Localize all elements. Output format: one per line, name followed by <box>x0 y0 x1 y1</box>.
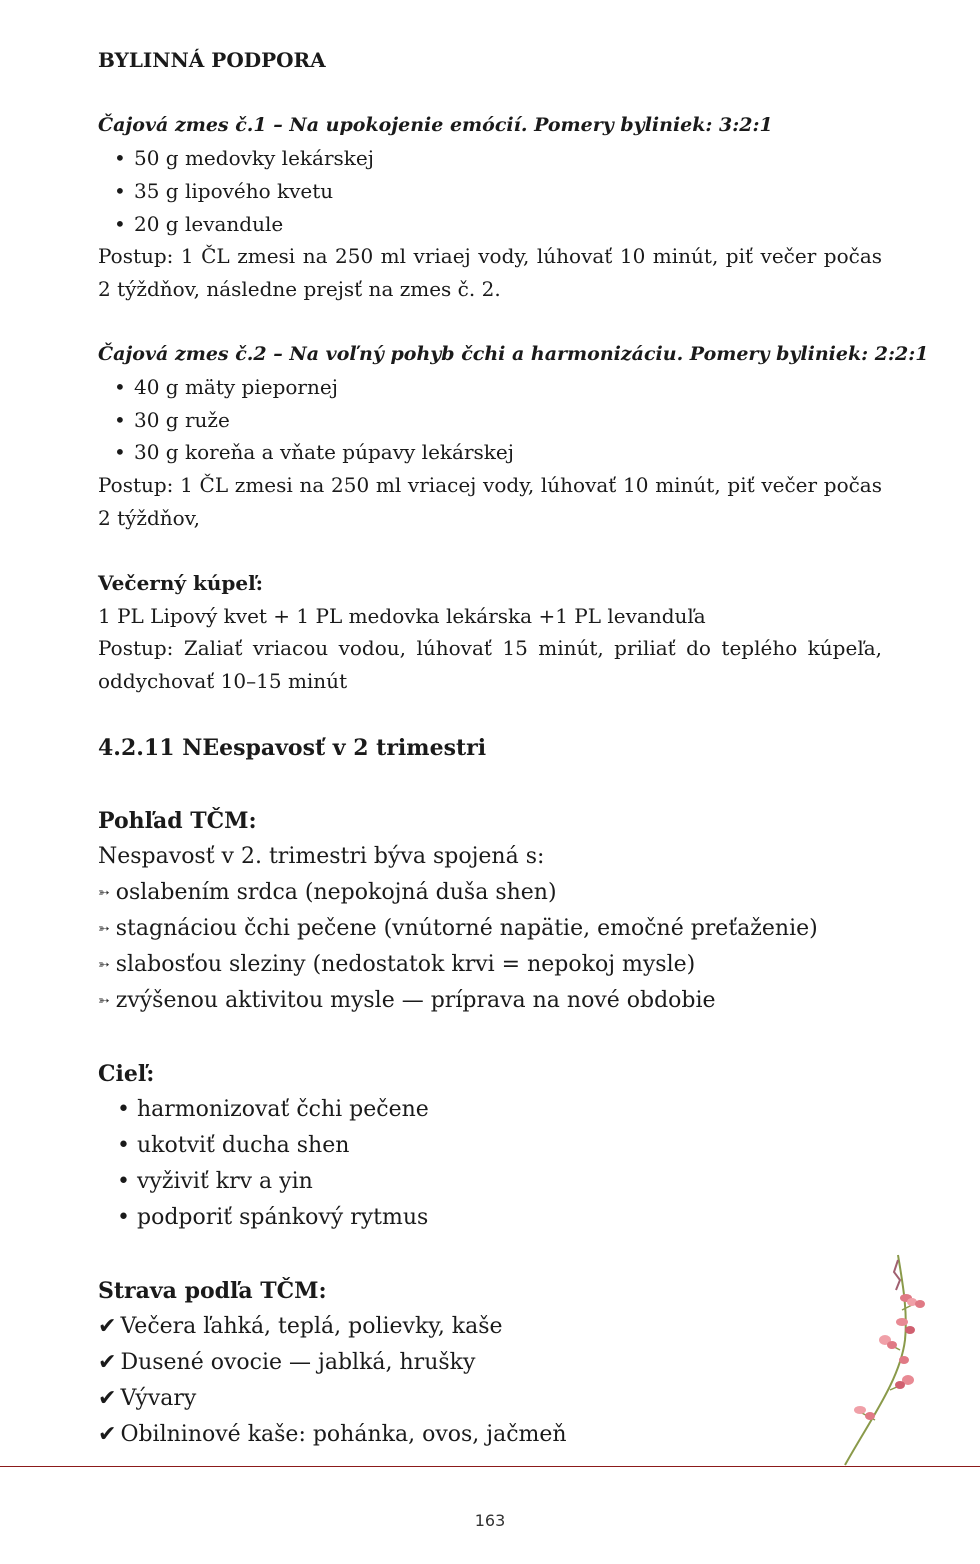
list-item: ➳ slabosťou sleziny (nedostatok krvi = nepokoj mysle) <box>98 952 696 977</box>
check-mark-icon: ✔ <box>98 1314 117 1339</box>
list-item: ✔ Večera ľahká, teplá, polievky, kaše <box>98 1314 503 1339</box>
list-item: ✔ Obilninové kaše: pohánka, ovos, jačmeň <box>98 1422 567 1447</box>
section-title: BYLINNÁ PODPORA <box>98 48 326 72</box>
list-item: • harmonizovať čchi pečene <box>137 1097 429 1122</box>
tea1-heading: Čajová zmes č.1 – Na upokojenie emócií. Pomery byliniek: 3:2:1 <box>98 114 773 136</box>
list-item: • 50 g medovky lekárskej <box>134 146 374 170</box>
bath-heading: Večerný kúpeľ: <box>98 571 264 595</box>
arrow-bullet-icon: ➳ <box>98 957 110 973</box>
diet-heading: Strava podľa TČM: <box>98 1278 327 1304</box>
check-mark-icon: ✔ <box>98 1386 117 1411</box>
list-item: • 30 g ruže <box>134 408 230 432</box>
tcm-view-heading: Pohľad TČM: <box>98 808 257 834</box>
check-mark-icon: ✔ <box>98 1350 117 1375</box>
tea1-procedure: Postup: 1 ČL zmesi na 250 ml vriaej vody, lúhovať 10 minút, piť večer počas 2 týždňov, následne prejsť na zmes č. 2. <box>98 244 882 301</box>
list-item: • vyživiť krv a yin <box>137 1169 313 1194</box>
arrow-bullet-icon: ➳ <box>98 921 110 937</box>
tea2-procedure: Postup: 1 ČL zmesi na 250 ml vriacej vody, lúhovať 10 minút, piť večer počas 2 týždňov, <box>98 473 882 530</box>
list-item: • 35 g lipového kvetu <box>134 179 333 203</box>
tcm-view-intro: Nespavosť v 2. trimestri býva spojená s: <box>98 844 545 869</box>
list-item: • 40 g mäty piepornej <box>134 375 338 399</box>
arrow-bullet-icon: ➳ <box>98 885 110 901</box>
flower-sprig-icon <box>830 1250 930 1470</box>
chapter-title: 4.2.11 NEespavosť v 2 trimestri <box>98 735 487 761</box>
list-item: ✔ Dusené ovocie — jablká, hrušky <box>98 1350 476 1375</box>
list-item: ➳ stagnáciou čchi pečene (vnútorné napätie, emočné preťaženie) <box>98 916 818 941</box>
arrow-bullet-icon: ➳ <box>98 993 110 1009</box>
list-item: ➳ oslabením srdca (nepokojná duša shen) <box>98 880 557 905</box>
list-item: • 30 g koreňa a vňate púpavy lekárskej <box>134 440 514 464</box>
page-number: 163 <box>474 1511 506 1530</box>
list-item: ✔ Vývary <box>98 1386 197 1411</box>
list-item: • 20 g levandule <box>134 212 283 236</box>
check-mark-icon: ✔ <box>98 1422 117 1447</box>
bath-recipe: 1 PL Lipový kvet + 1 PL medovka lekárska +1 PL levanduľa <box>98 604 706 628</box>
bath-procedure: Postup: Zaliať vriacou vodou, lúhovať 15 minút, priliať do teplého kúpeľa, oddychovať 10–15 minút <box>98 636 882 693</box>
tea2-heading: Čajová zmes č.2 – Na voľný pohyb čchi a harmonizáciu. Pomery byliniek: 2:2:1 <box>98 343 929 365</box>
list-item: • ukotviť ducha shen <box>137 1133 349 1158</box>
goal-heading: Cieľ: <box>98 1061 155 1087</box>
list-item: ➳ zvýšenou aktivitou mysle — príprava na nové obdobie <box>98 988 716 1013</box>
footer-rule <box>0 1466 980 1467</box>
list-item: • podporiť spánkový rytmus <box>137 1205 428 1230</box>
